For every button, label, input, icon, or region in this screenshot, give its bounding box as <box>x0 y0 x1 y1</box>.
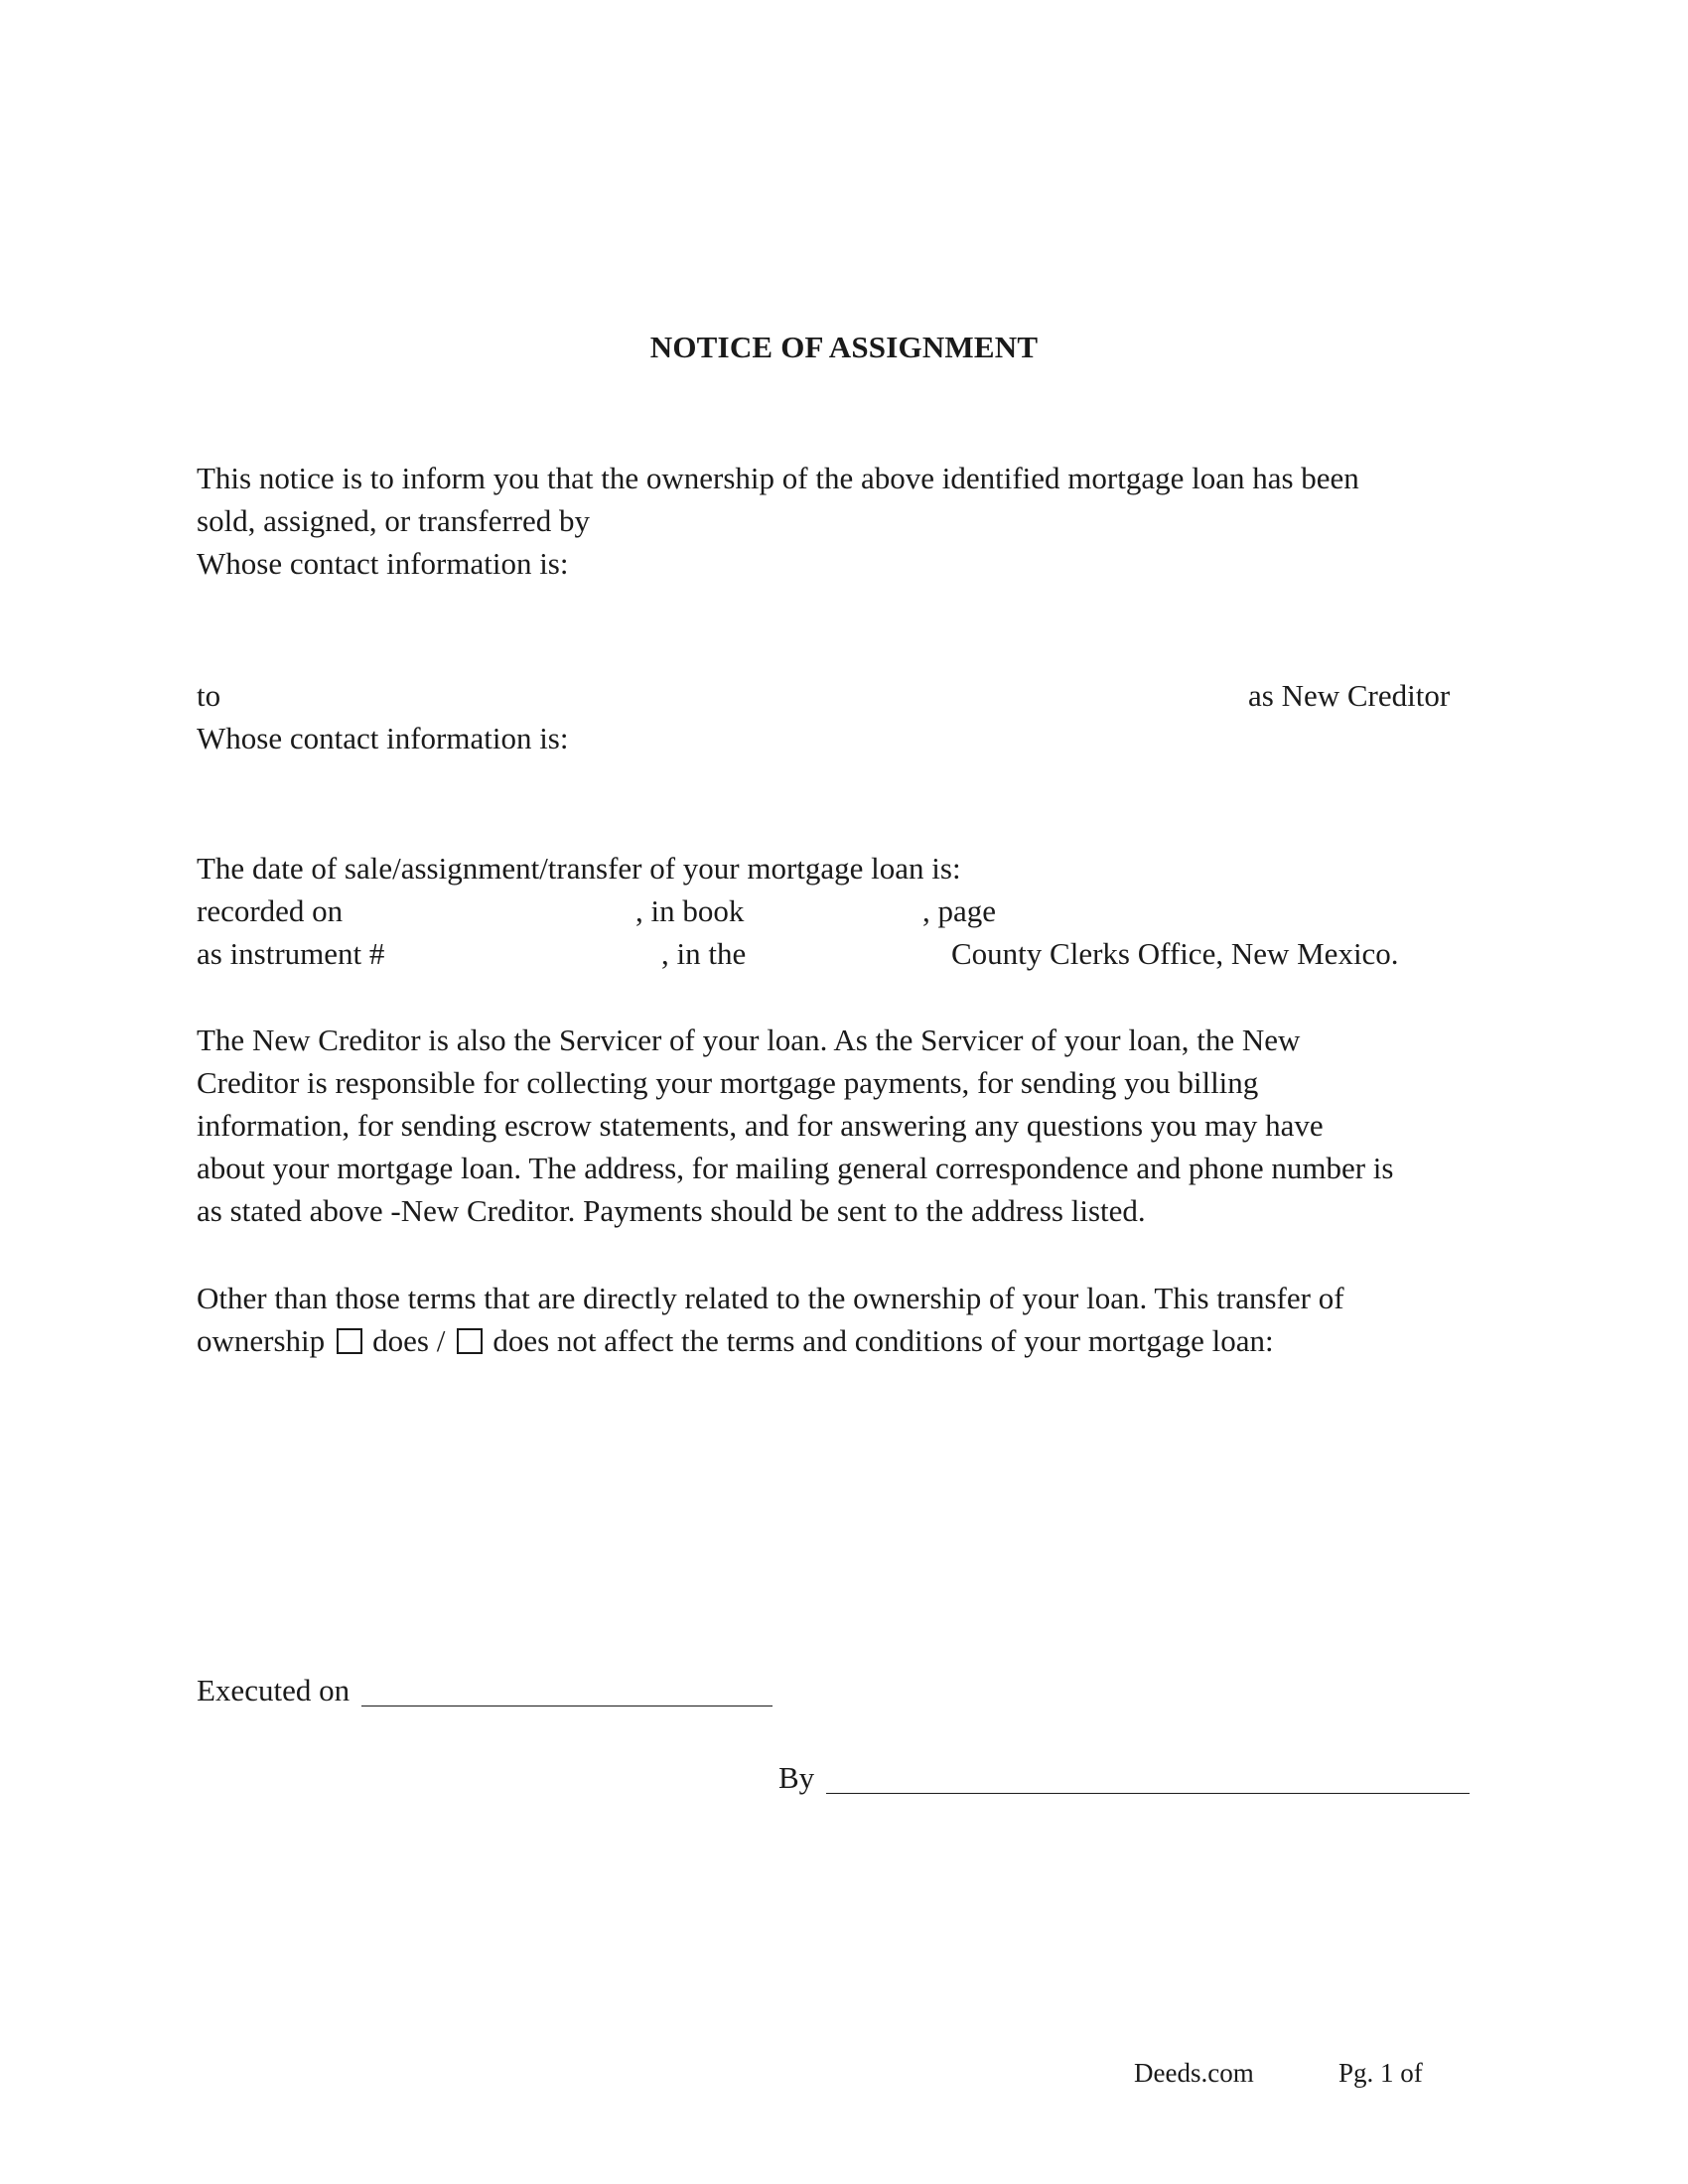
signature-field[interactable] <box>826 1763 1470 1794</box>
servicer-line-4: about your mortgage loan. The address, for mailing general correspondence and phone number is <box>197 1151 1394 1185</box>
in-the-label: , in the <box>661 936 747 971</box>
servicer-line-3: information, for sending escrow statements, and for answering any questions you may have <box>197 1108 1324 1143</box>
as-new-creditor-label: as New Creditor <box>1248 678 1451 713</box>
intro-contact-label: Whose contact information is: <box>197 546 569 581</box>
executed-on-row <box>197 1671 773 1710</box>
to-label: to <box>197 678 221 713</box>
intro-line-2: sold, assigned, or transferred by <box>197 503 591 538</box>
servicer-line-2: Creditor is responsible for collecting your mortgage payments, for sending you billing <box>197 1065 1259 1100</box>
does-label: does / <box>372 1323 446 1358</box>
county-clerk-label: County Clerks Office, New Mexico. <box>951 936 1399 971</box>
by-label: By <box>778 1760 815 1795</box>
servicer-line-1: The New Creditor is also the Servicer of your loan. As the Servicer of your loan, the New <box>197 1023 1301 1057</box>
intro-line-1: This notice is to inform you that the ownership of the above identified mortgage loan has been <box>197 461 1359 495</box>
new-creditor-contact-label: Whose contact information is: <box>197 721 569 755</box>
executed-on-label: Executed on <box>197 1673 351 1707</box>
terms-line-2 <box>197 1321 1274 1361</box>
instrument-label: as instrument # <box>197 936 385 971</box>
executed-date-field[interactable] <box>361 1676 773 1706</box>
servicer-line-5: as stated above -New Creditor. Payments should be sent to the address listed. <box>197 1193 1146 1228</box>
does-not-checkbox[interactable] <box>457 1328 483 1354</box>
in-book-label: , in book <box>635 893 745 928</box>
recorded-on-label: recorded on <box>197 893 344 928</box>
terms-line-1: Other than those terms that are directly related to the ownership of your loan. This transfer of <box>197 1281 1344 1315</box>
ownership-label: ownership <box>197 1323 326 1358</box>
footer-site: Deeds.com <box>1134 2058 1254 2088</box>
does-not-label: does not affect the terms and conditions of your mortgage loan: <box>492 1323 1274 1358</box>
document-title: NOTICE OF ASSIGNMENT <box>649 330 1039 364</box>
does-checkbox[interactable] <box>337 1328 362 1354</box>
page-label: , page <box>922 893 997 928</box>
transfer-date-line: The date of sale/assignment/transfer of your mortgage loan is: <box>197 851 961 886</box>
by-row <box>778 1758 1470 1798</box>
footer-page: Pg. 1 of <box>1338 2058 1423 2088</box>
